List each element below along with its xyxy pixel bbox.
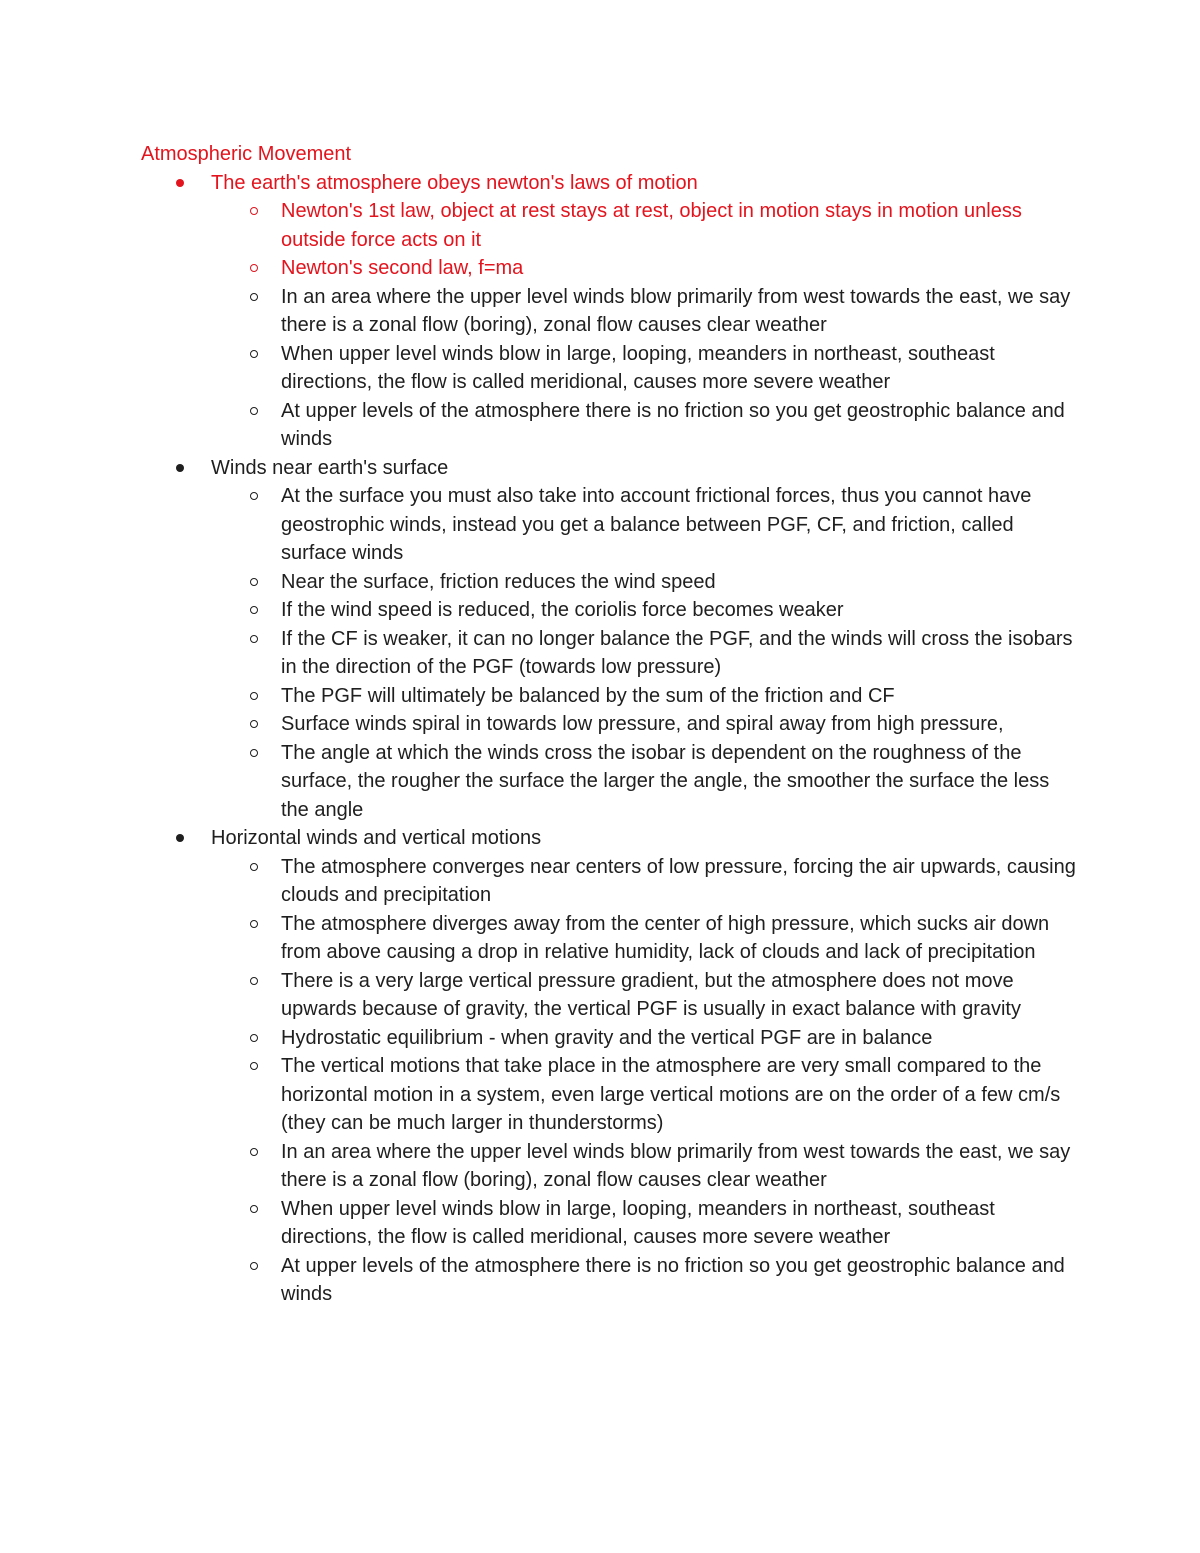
sub-list <box>211 853 1076 1309</box>
list-item-text: Near the surface, friction reduces the wind speed <box>281 570 716 593</box>
list-item-text: Newton's 1st law, object at rest stays at rest, object in motion stays in motion unless outside force acts on it <box>281 200 1022 251</box>
list-item <box>211 910 1076 967</box>
outline-section <box>141 454 1076 825</box>
hollow-bullet-icon <box>250 1205 258 1213</box>
hollow-bullet-icon <box>250 606 258 614</box>
list-item-text: The atmosphere diverges away from the center of high pressure, which sucks air down from above causing a drop in relative humidity, lack of clouds and lack of precipitation <box>281 912 1050 963</box>
list-item <box>211 1195 1076 1252</box>
hollow-bullet-icon <box>250 578 258 586</box>
list-item <box>211 397 1076 454</box>
list-item <box>211 1052 1076 1138</box>
hollow-bullet-icon <box>250 492 258 500</box>
list-item-text: Hydrostatic equilibrium - when gravity and the vertical PGF are in balance <box>281 1026 933 1049</box>
hollow-bullet-icon <box>250 692 258 700</box>
list-item <box>211 1138 1076 1195</box>
list-item-text: Surface winds spiral in towards low pressure, and spiral away from high pressure, <box>281 713 1004 735</box>
list-item-text: When upper level winds blow in large, looping, meanders in northeast, southeast directions, the flow is called meridional, causes more severe weather <box>281 342 995 393</box>
list-item-text: If the CF is weaker, it can no longer balance the PGF, and the winds will cross the isobars in the direction of the PGF (towards low pressure) <box>281 627 1073 678</box>
list-item-text: At the surface you must also take into account frictional forces, thus you cannot have geostrophic winds, instead you get a balance between PGF, CF, and friction, called surface winds <box>281 485 1032 564</box>
list-item <box>211 197 1076 254</box>
hollow-bullet-icon <box>250 749 258 757</box>
list-item <box>211 568 1076 597</box>
list-item-text: Newton's second law, f=ma <box>281 257 524 279</box>
hollow-bullet-icon <box>250 407 258 415</box>
list-item-text: When upper level winds blow in large, looping, meanders in northeast, southeast directions, the flow is called meridional, causes more severe weather <box>281 1197 995 1248</box>
hollow-bullet-icon <box>250 863 258 871</box>
hollow-bullet-icon <box>250 264 258 272</box>
list-item-text: In an area where the upper level winds blow primarily from west towards the east, we say there is a zonal flow (boring), zonal flow causes clear weather <box>281 1140 1071 1191</box>
list-item <box>211 340 1076 397</box>
list-item <box>211 283 1076 340</box>
hollow-bullet-icon <box>250 350 258 358</box>
list-item-text: In an area where the upper level winds blow primarily from west towards the east, we say there is a zonal flow (boring), zonal flow causes clear weather <box>281 285 1071 336</box>
list-item-text: At upper levels of the atmosphere there is no friction so you get geostrophic balance and winds <box>281 399 1065 450</box>
outline-section <box>141 824 1076 1309</box>
hollow-bullet-icon <box>250 1148 258 1156</box>
list-item <box>211 967 1076 1024</box>
outline-section <box>141 169 1076 454</box>
document-body <box>141 140 1076 1309</box>
sub-list <box>211 197 1076 454</box>
list-item <box>211 710 1076 739</box>
filled-bullet-icon <box>176 464 184 472</box>
sub-list <box>211 482 1076 824</box>
section-heading: Winds near earth's surface <box>211 456 449 479</box>
hollow-bullet-icon <box>250 293 258 301</box>
list-item-text: The PGF will ultimately be balanced by the sum of the friction and CF <box>281 684 895 707</box>
list-item <box>211 853 1076 910</box>
list-item <box>211 482 1076 568</box>
hollow-bullet-icon <box>250 1062 258 1070</box>
hollow-bullet-icon <box>250 635 258 643</box>
list-item-text: At upper levels of the atmosphere there is no friction so you get geostrophic balance and winds <box>281 1254 1065 1305</box>
section-heading: Horizontal winds and vertical motions <box>211 827 542 849</box>
list-item <box>211 596 1076 625</box>
section-heading: The earth's atmosphere obeys newton's laws of motion <box>211 171 698 194</box>
list-item <box>211 254 1076 283</box>
list-item <box>211 739 1076 825</box>
hollow-bullet-icon <box>250 920 258 928</box>
hollow-bullet-icon <box>250 207 258 215</box>
list-item <box>211 682 1076 711</box>
filled-bullet-icon <box>176 179 184 187</box>
list-item-text: There is a very large vertical pressure gradient, but the atmosphere does not move upwards because of gravity, the vertical PGF is usually in exact balance with gravity <box>281 969 1021 1020</box>
filled-bullet-icon <box>176 834 184 842</box>
hollow-bullet-icon <box>250 720 258 728</box>
hollow-bullet-icon <box>250 1034 258 1042</box>
list-item-text: The vertical motions that take place in the atmosphere are very small compared to the horizontal motion in a system, even large vertical motions are on the order of a few cm/s (they can be much larger in thunderstorms) <box>281 1055 1061 1134</box>
list-item-text: If the wind speed is reduced, the coriolis force becomes weaker <box>281 599 844 621</box>
document-title: Atmospheric Movement <box>141 143 352 165</box>
list-item-text: The angle at which the winds cross the isobar is dependent on the roughness of the surface, the rougher the surface the larger the angle, the smoother the surface the less the angle <box>281 741 1050 821</box>
list-item <box>211 1024 1076 1053</box>
list-item <box>211 1252 1076 1309</box>
list-item-text: The atmosphere converges near centers of low pressure, forcing the air upwards, causing clouds and precipitation <box>281 855 1076 906</box>
hollow-bullet-icon <box>250 1262 258 1270</box>
outline-list <box>141 169 1076 1309</box>
hollow-bullet-icon <box>250 977 258 985</box>
list-item <box>211 625 1076 682</box>
